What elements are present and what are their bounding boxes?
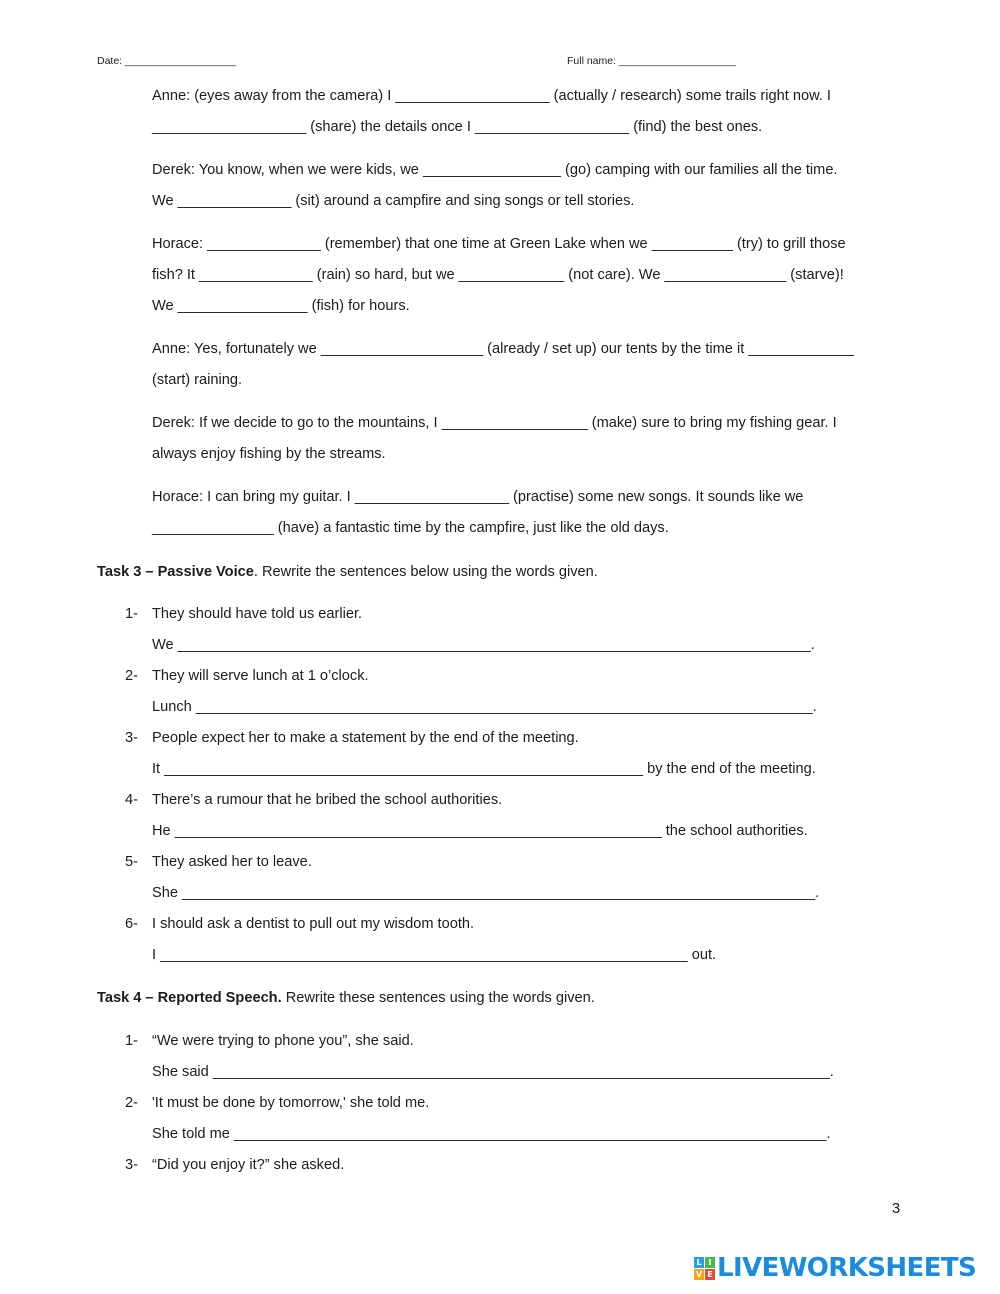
item-number: 3- <box>125 730 138 746</box>
liveworksheets-logo <box>694 1253 976 1283</box>
item-number: 2- <box>125 1095 138 1111</box>
full-name-field: Full name: ____________________ <box>567 55 736 67</box>
dialogue-line: Anne: (eyes away from the camera) I ___________________ (actually / research) some trails right now. I <box>152 88 831 104</box>
dialogue-line: Horace: ______________ (remember) that one time at Green Lake when we __________ (try) to grill those <box>152 236 846 252</box>
logo-mark-icon: L I V E <box>694 1257 715 1280</box>
dialogue-line: always enjoy fishing by the streams. <box>152 446 386 462</box>
task4-heading <box>97 988 595 1008</box>
dialogue-line: _______________ (have) a fantastic time by the campfire, just like the old days. <box>152 520 669 536</box>
dialogue-line: Derek: You know, when we were kids, we _________________ (go) camping with our families all the time. <box>152 162 838 178</box>
task4-instruction: Rewrite these sentences using the words given. <box>281 990 595 1006</box>
dialogue-line: We ________________ (fish) for hours. <box>152 298 410 314</box>
item-answer-line: We ______________________________________________________________________________. <box>152 637 815 653</box>
dialogue-line: ___________________ (share) the details once I ___________________ (find) the best ones. <box>152 119 763 135</box>
item-sentence: People expect her to make a statement by the end of the meeting. <box>152 730 579 746</box>
item-sentence: They asked her to leave. <box>152 854 312 870</box>
task4-title: Task 4 – Reported Speech. <box>97 990 282 1006</box>
item-sentence: They should have told us earlier. <box>152 606 363 622</box>
task3-heading <box>97 562 598 582</box>
item-answer-line: She ______________________________________________________________________________. <box>152 885 820 901</box>
dialogue-line: Horace: I can bring my guitar. I ___________________ (practise) some new songs. It sounds like we <box>152 489 804 505</box>
item-number: 6- <box>125 916 138 932</box>
item-answer-line: He ____________________________________________________________ the school authorities. <box>152 823 808 839</box>
item-number: 3- <box>125 1157 138 1173</box>
dialogue-line: Derek: If we decide to go to the mountains, I __________________ (make) sure to bring my fishing gear. I <box>152 415 837 431</box>
date-field: Date: ___________________ <box>97 55 236 67</box>
item-answer-line: She told me _________________________________________________________________________. <box>152 1126 831 1142</box>
dialogue-line: Anne: Yes, fortunately we ____________________ (already / set up) our tents by the time it _____________ <box>152 341 854 357</box>
item-answer-line: It ___________________________________________________________ by the end of the meeting. <box>152 761 816 777</box>
logo-text: LIVEWORKSHEETS <box>717 1253 977 1283</box>
item-answer-line: She said ____________________________________________________________________________. <box>152 1064 834 1080</box>
item-answer-line: Lunch ____________________________________________________________________________. <box>152 699 817 715</box>
item-number: 2- <box>125 668 138 684</box>
item-answer-line: I _________________________________________________________________ out. <box>152 947 717 963</box>
item-sentence: There’s a rumour that he bribed the school authorities. <box>152 792 503 808</box>
dialogue-line: fish? It ______________ (rain) so hard, but we _____________ (not care). We _______________ (starve)! <box>152 267 844 283</box>
task3-instruction: . Rewrite the sentences below using the words given. <box>253 564 598 580</box>
task3-title: Task 3 – Passive Voice <box>97 564 254 580</box>
item-number: 5- <box>125 854 138 870</box>
item-sentence: 'It must be done by tomorrow,' she told me. <box>152 1095 430 1111</box>
item-sentence: They will serve lunch at 1 o’clock. <box>152 668 369 684</box>
item-number: 4- <box>125 792 138 808</box>
item-number: 1- <box>125 606 138 622</box>
dialogue-line: We ______________ (sit) around a campfire and sing songs or tell stories. <box>152 193 635 209</box>
page-number: 3 <box>892 1201 901 1217</box>
item-number: 1- <box>125 1033 138 1049</box>
item-sentence: I should ask a dentist to pull out my wisdom tooth. <box>152 916 475 932</box>
dialogue-line: (start) raining. <box>152 372 243 388</box>
item-sentence: “We were trying to phone you”, she said. <box>152 1033 414 1049</box>
item-sentence: “Did you enjoy it?” she asked. <box>152 1157 345 1173</box>
